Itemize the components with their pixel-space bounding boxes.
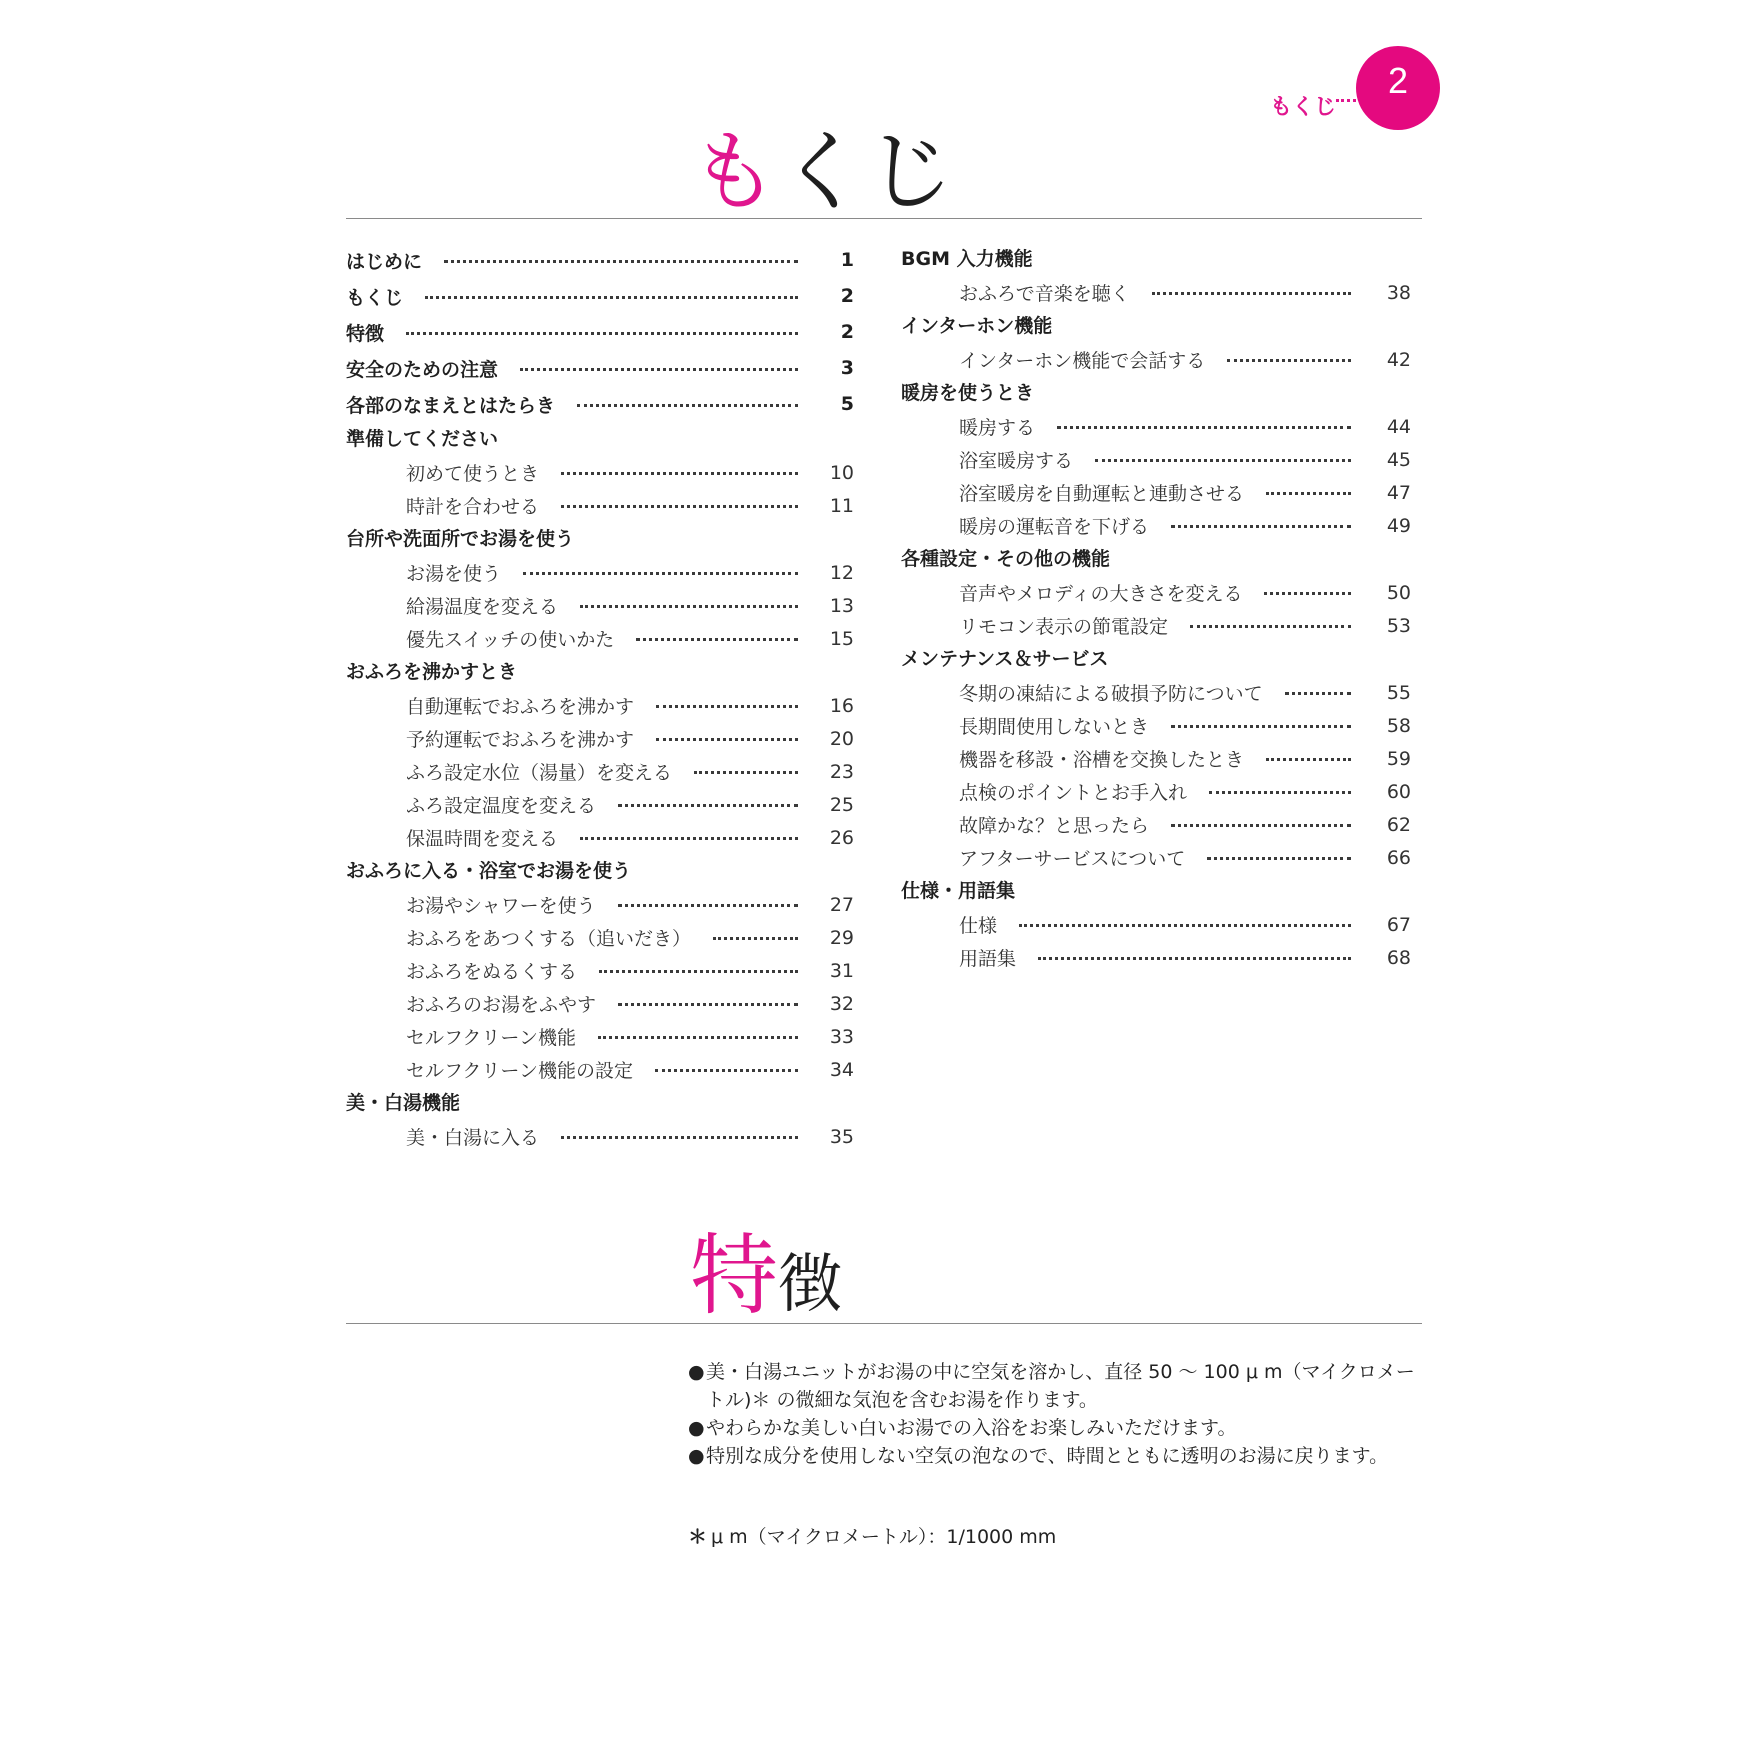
feature-item (688, 1414, 1418, 1442)
toc-entry-label: おふろのお湯をふやす (406, 994, 597, 1016)
toc-section-heading: 暖房を使うとき (901, 382, 1035, 404)
toc-page-number: 60 (1386, 780, 1411, 803)
toc-entry-label: 自動運転でおふろを沸かす (406, 696, 635, 718)
toc-entry[interactable] (346, 489, 854, 522)
toc-page-number: 53 (1386, 614, 1411, 637)
toc-leader-dots (1266, 758, 1351, 761)
toc-entry[interactable] (346, 386, 854, 422)
toc-page-number: 20 (829, 727, 854, 750)
toc-entry-label: セルフクリーン機能の設定 (406, 1060, 634, 1082)
toc-leader-dots (580, 605, 798, 608)
toc-page-number: 68 (1386, 946, 1411, 969)
toc-leader-dots (523, 572, 798, 575)
toc-page-number: 5 (840, 393, 854, 415)
toc-entry[interactable] (346, 987, 854, 1020)
toc-entry-label: おふろをあつくする（追いだき） (406, 928, 692, 950)
toc-page-number: 44 (1386, 415, 1411, 438)
toc-entry-label: リモコン表示の節電設定 (959, 616, 1169, 638)
toc-page-number: 49 (1386, 514, 1411, 537)
toc-page-number: 67 (1386, 913, 1411, 936)
toc-entry-label: 各部のなまえとはたらき (346, 394, 556, 417)
page-number-badge (1356, 46, 1440, 130)
toc-entry-label: もくじ (346, 286, 404, 309)
toc-entry-label: 美・白湯に入る (406, 1127, 540, 1149)
toc-leader-dots (444, 260, 798, 263)
toc-leader-dots (599, 970, 798, 973)
toc-entry-label: 時計を合わせる (406, 496, 540, 518)
toc-entry-label: 仕様 (959, 915, 998, 937)
toc-entry-label: 点検のポイントとお手入れ (959, 782, 1188, 804)
toc-section-heading: インターホン機能 (901, 315, 1053, 337)
toc-entry-label: ふろ設定水位（湯量）を変える (406, 762, 673, 784)
toc-leader-dots (655, 1069, 798, 1072)
toc-entry[interactable] (346, 1053, 854, 1086)
toc-leader-dots (1057, 426, 1351, 429)
toc-entry-label: ふろ設定温度を変える (406, 795, 597, 817)
toc-leader-dots (406, 332, 798, 335)
toc-page-number: 35 (829, 1125, 854, 1148)
toc-page-number: 15 (829, 627, 854, 650)
toc-entry[interactable] (901, 808, 1411, 841)
toc-title-accent: も (690, 120, 779, 223)
toc-entry[interactable] (346, 921, 854, 954)
toc-page-number: 50 (1386, 581, 1411, 604)
toc-page-number: 23 (829, 760, 854, 783)
toc-entry-label: 初めて使うとき (406, 463, 540, 485)
toc-entry[interactable] (901, 410, 1411, 443)
toc-leader-dots (1171, 525, 1351, 528)
toc-entry-label: 給湯温度を変える (406, 596, 559, 618)
header-label: もくじ (1270, 95, 1337, 120)
toc-entry-label: 冬期の凍結による破損予防について (959, 683, 1263, 705)
toc-leader-dots (577, 404, 798, 407)
toc-entry[interactable] (901, 908, 1411, 941)
toc-page-number: 13 (829, 594, 854, 617)
toc-entry-label: お湯を使う (406, 563, 502, 585)
toc-entry[interactable] (346, 589, 854, 622)
feature-text: 特別な成分を使用しない空気の泡なので、時間とともに透明のお湯に戻ります。 (706, 1445, 1389, 1467)
toc-leader-dots (618, 1003, 798, 1006)
toc-page-number: 2 (840, 285, 854, 307)
toc-entry[interactable] (346, 788, 854, 821)
toc-entry-label: 浴室暖房する (959, 450, 1074, 472)
bullet-icon: ● (688, 1445, 705, 1467)
toc-entry-label: 用語集 (959, 948, 1017, 970)
toc-leader-dots (656, 705, 798, 708)
toc-entry[interactable] (346, 556, 854, 589)
feature-text: 美・白湯ユニットがお湯の中に空気を溶かし、直径 50 〜 100 μ m（マイクロメートル)＊ の微細な気泡を含むお湯を作ります。 (706, 1361, 1415, 1411)
feature-item (688, 1358, 1418, 1414)
toc-entry[interactable] (901, 676, 1411, 709)
toc-entry-label: 保温時間を変える (406, 828, 559, 850)
features-title (690, 1224, 843, 1327)
toc-entry[interactable] (901, 775, 1411, 808)
toc-leader-dots (561, 1136, 798, 1139)
toc-page-number: 29 (829, 926, 854, 949)
toc-entry[interactable] (901, 443, 1411, 476)
toc-page-number: 2 (840, 321, 854, 343)
toc-entry-label: 安全のための注意 (346, 358, 499, 381)
toc-entry-label: 音声やメロディの大きさを変える (959, 583, 1243, 605)
toc-entry-label: インターホン機能で会話する (959, 350, 1206, 372)
bullet-icon: ● (688, 1417, 705, 1439)
toc-leader-dots (1152, 292, 1351, 295)
toc-entry-label: アフターサービスについて (959, 848, 1186, 870)
toc-page-number: 10 (829, 461, 854, 484)
toc-entry[interactable] (901, 609, 1411, 642)
bullet-icon: ● (688, 1361, 705, 1383)
toc-leader-dots (1171, 725, 1351, 728)
toc-leader-dots (618, 904, 798, 907)
toc-leader-dots (1266, 492, 1351, 495)
toc-section-heading: BGM 入力機能 (901, 248, 1033, 270)
features-title-rest: 徴 (778, 1248, 843, 1322)
toc-page-number: 25 (829, 793, 854, 816)
features-title-rule (346, 1323, 1422, 1324)
toc-entry[interactable] (346, 755, 854, 788)
toc-leader-dots (1207, 857, 1351, 860)
toc-entry-label: 故障かな？と思ったら (959, 815, 1150, 837)
toc-title-rule (346, 218, 1422, 219)
toc-page-number: 38 (1386, 281, 1411, 304)
toc-entry[interactable] (901, 941, 1411, 974)
toc-entry-label: 浴室暖房を自動運転と連動させる (959, 483, 1245, 505)
footnote (688, 1522, 1056, 1549)
toc-page-number: 42 (1386, 348, 1411, 371)
toc-page-number: 59 (1386, 747, 1411, 770)
toc-entry-label: お湯やシャワーを使う (406, 895, 596, 917)
toc-entry-label: 優先スイッチの使いかた (406, 629, 615, 651)
toc-entry[interactable] (346, 888, 854, 921)
toc-page-number: 11 (829, 494, 854, 517)
toc-leader-dots (1095, 459, 1351, 462)
toc-entry[interactable] (346, 954, 854, 987)
toc-entry-label: はじめに (346, 250, 423, 273)
toc-leader-dots (520, 368, 798, 371)
toc-page-number: 16 (829, 694, 854, 717)
toc-leader-dots (561, 505, 798, 508)
toc-entry-label: 予約運転でおふろを沸かす (406, 729, 635, 751)
toc-leader-dots (1171, 824, 1351, 827)
toc-leader-dots (636, 638, 798, 641)
toc-page-number: 62 (1386, 813, 1411, 836)
toc-entry[interactable] (346, 722, 854, 755)
toc-entry[interactable] (346, 242, 854, 278)
toc-leader-dots (618, 804, 798, 807)
toc-leader-dots (656, 738, 798, 741)
toc-page-number: 26 (829, 826, 854, 849)
toc-entry-label: 機器を移設・浴槽を交換したとき (959, 749, 1245, 771)
toc-entry-label: 暖房する (959, 417, 1036, 439)
toc-entry[interactable] (901, 709, 1411, 742)
toc-page-number: 33 (829, 1025, 854, 1048)
toc-section-heading: 台所や洗面所でお湯を使う (346, 528, 575, 550)
toc-entry[interactable] (901, 276, 1411, 309)
toc-leader-dots (598, 1036, 798, 1039)
feature-text: やわらかな美しい白いお湯での入浴をお楽しみいただけます。 (706, 1417, 1237, 1439)
page-number: 2 (1387, 60, 1409, 101)
toc-page-number: 55 (1386, 681, 1411, 704)
toc-entry[interactable] (346, 1020, 854, 1053)
toc-left-column (346, 242, 854, 1153)
toc-entry-label: 特徴 (346, 322, 385, 345)
toc-title-rest: くじ (778, 120, 955, 223)
toc-section-heading: メンテナンス＆サービス (901, 648, 1109, 670)
toc-leader-dots (1038, 957, 1351, 960)
toc-leader-dots (1264, 592, 1351, 595)
toc-section-heading: 準備してください (346, 428, 499, 450)
toc-section-heading: 各種設定・その他の機能 (901, 548, 1111, 570)
toc-entry-label: おふろで音楽を聴く (959, 283, 1130, 305)
toc-page-number: 66 (1386, 846, 1411, 869)
toc-section-heading: おふろを沸かすとき (346, 661, 518, 683)
toc-leader-dots (713, 937, 798, 940)
toc-entry[interactable] (346, 1120, 854, 1153)
toc-entry[interactable] (346, 689, 854, 722)
toc-leader-dots (1209, 791, 1351, 794)
toc-page-number: 47 (1386, 481, 1411, 504)
toc-page-number: 12 (829, 561, 854, 584)
toc-entry[interactable] (901, 576, 1411, 609)
toc-right-column (901, 242, 1411, 974)
toc-page-number: 45 (1386, 448, 1411, 471)
features-title-accent: 特 (690, 1224, 779, 1327)
toc-section-heading: 仕様・用語集 (901, 880, 1016, 902)
toc-page-number: 58 (1386, 714, 1411, 737)
toc-leader-dots (1227, 359, 1351, 362)
toc-section-heading: おふろに入る・浴室でお湯を使う (346, 860, 632, 882)
toc-page-number: 31 (829, 959, 854, 982)
toc-entry[interactable] (346, 350, 854, 386)
toc-page-number: 32 (829, 992, 854, 1015)
toc-entry[interactable] (901, 509, 1411, 542)
toc-page-number: 27 (829, 893, 854, 916)
toc-title (690, 120, 955, 223)
toc-leader-dots (1019, 924, 1351, 927)
toc-section-heading: 美・白湯機能 (346, 1092, 461, 1114)
toc-entry-label: 長期間使用しないとき (959, 716, 1150, 738)
toc-leader-dots (425, 296, 798, 299)
toc-leader-dots (561, 472, 798, 475)
footnote-text: μ m（マイクロメートル）：1/1000 mm (711, 1526, 1057, 1548)
toc-entry-label: おふろをぬるくする (406, 961, 578, 983)
toc-leader-dots (580, 837, 798, 840)
toc-page-number: 34 (829, 1058, 854, 1081)
toc-entry[interactable] (346, 314, 854, 350)
feature-item (688, 1442, 1418, 1470)
asterisk-icon: ＊ (688, 1526, 708, 1548)
toc-entry[interactable] (346, 821, 854, 854)
toc-entry[interactable] (346, 622, 854, 655)
toc-entry[interactable] (901, 343, 1411, 376)
toc-leader-dots (1285, 692, 1351, 695)
toc-entry-label: 暖房の運転音を下げる (959, 516, 1150, 538)
toc-entry[interactable] (346, 456, 854, 489)
toc-page-number: 1 (840, 249, 854, 271)
toc-entry-label: セルフクリーン機能 (406, 1027, 577, 1049)
toc-entry[interactable] (901, 841, 1411, 874)
features-list (688, 1358, 1418, 1470)
toc-page-number: 3 (840, 357, 854, 379)
toc-leader-dots (694, 771, 798, 774)
toc-entry[interactable] (346, 278, 854, 314)
toc-entry[interactable] (901, 476, 1411, 509)
toc-leader-dots (1190, 625, 1351, 628)
toc-entry[interactable] (901, 742, 1411, 775)
